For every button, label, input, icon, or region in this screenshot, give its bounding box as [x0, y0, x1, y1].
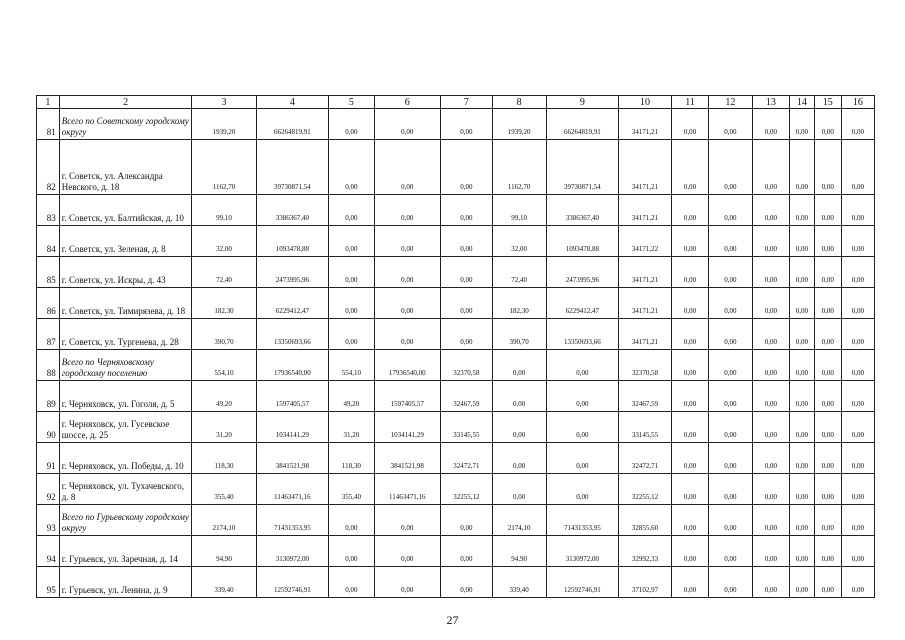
value-cell: 1939,20	[492, 109, 546, 140]
value-cell: 182,30	[492, 288, 546, 319]
table-body	[37, 109, 875, 598]
value-cell: 0,00	[671, 226, 708, 257]
value-cell: 0,00	[374, 257, 440, 288]
value-cell: 0,00	[789, 443, 814, 474]
value-cell: 0,00	[814, 381, 841, 412]
value-cell: 1597405,57	[256, 381, 329, 412]
value-cell: 0,00	[752, 412, 789, 443]
table-row	[37, 226, 875, 257]
value-cell: 0,00	[789, 288, 814, 319]
value-cell: 2473995,96	[256, 257, 329, 288]
value-cell: 1093478,88	[546, 226, 619, 257]
header-row	[37, 96, 875, 109]
value-cell: 0,00	[671, 319, 708, 350]
value-cell: 390,70	[492, 319, 546, 350]
value-cell: 0,00	[374, 505, 440, 536]
row-number: 83	[37, 195, 60, 226]
value-cell: 31,20	[329, 412, 375, 443]
value-cell: 0,00	[789, 536, 814, 567]
table-row	[37, 536, 875, 567]
value-cell: 34171,21	[619, 140, 672, 195]
address-cell: г. Советск, ул. Балтийская, д. 10	[59, 195, 192, 226]
value-cell: 0,00	[841, 443, 874, 474]
value-cell: 0,00	[789, 350, 814, 381]
row-number: 84	[37, 226, 60, 257]
table-row	[37, 474, 875, 505]
value-cell: 0,00	[709, 505, 753, 536]
value-cell: 0,00	[752, 288, 789, 319]
value-cell: 0,00	[814, 350, 841, 381]
value-cell: 34171,21	[619, 195, 672, 226]
value-cell: 6229412,47	[546, 288, 619, 319]
row-number: 88	[37, 350, 60, 381]
value-cell: 0,00	[789, 381, 814, 412]
column-header: 11	[671, 96, 708, 109]
address-cell: г. Черняховск, ул. Победы, д. 10	[59, 443, 192, 474]
value-cell: 0,00	[814, 226, 841, 257]
row-number: 82	[37, 140, 60, 195]
value-cell: 0,00	[329, 257, 375, 288]
value-cell: 0,00	[814, 474, 841, 505]
column-header: 7	[440, 96, 492, 109]
value-cell: 0,00	[492, 474, 546, 505]
value-cell: 99,10	[492, 195, 546, 226]
value-cell: 0,00	[709, 226, 753, 257]
value-cell: 0,00	[841, 536, 874, 567]
value-cell: 94,90	[192, 536, 256, 567]
value-cell: 0,00	[789, 474, 814, 505]
value-cell: 32467,59	[619, 381, 672, 412]
value-cell: 32992,33	[619, 536, 672, 567]
value-cell: 1162,70	[492, 140, 546, 195]
value-cell: 0,00	[329, 567, 375, 598]
value-cell: 0,00	[671, 288, 708, 319]
value-cell: 71431353,95	[256, 505, 329, 536]
address-cell: Всего по Советскому городскому округу	[59, 109, 192, 140]
value-cell: 0,00	[841, 226, 874, 257]
value-cell: 0,00	[546, 443, 619, 474]
value-cell: 1162,70	[192, 140, 256, 195]
value-cell: 0,00	[752, 195, 789, 226]
value-cell: 32,00	[192, 226, 256, 257]
value-cell: 0,00	[752, 443, 789, 474]
address-cell: г. Черняховск, ул. Гоголя, д. 5	[59, 381, 192, 412]
value-cell: 3130972,00	[546, 536, 619, 567]
value-cell: 0,00	[546, 412, 619, 443]
column-header: 15	[814, 96, 841, 109]
value-cell: 0,00	[492, 350, 546, 381]
value-cell: 0,00	[789, 412, 814, 443]
value-cell: 6229412,47	[256, 288, 329, 319]
value-cell: 33145,55	[619, 412, 672, 443]
value-cell: 0,00	[752, 474, 789, 505]
value-cell: 0,00	[709, 109, 753, 140]
value-cell: 0,00	[546, 381, 619, 412]
address-cell: г. Советск, ул. Александра Невского, д. 18	[59, 140, 192, 195]
value-cell: 0,00	[546, 474, 619, 505]
value-cell: 0,00	[752, 350, 789, 381]
value-cell: 0,00	[814, 412, 841, 443]
value-cell: 2473995,96	[546, 257, 619, 288]
value-cell: 1597405,57	[374, 381, 440, 412]
value-cell: 32370,58	[619, 350, 672, 381]
table-row	[37, 257, 875, 288]
value-cell: 0,00	[374, 319, 440, 350]
value-cell: 13350693,66	[546, 319, 619, 350]
value-cell: 0,00	[440, 288, 492, 319]
column-header: 9	[546, 96, 619, 109]
value-cell: 0,00	[709, 140, 753, 195]
value-cell: 0,00	[671, 350, 708, 381]
value-cell: 0,00	[709, 381, 753, 412]
row-number: 89	[37, 381, 60, 412]
value-cell: 0,00	[709, 350, 753, 381]
value-cell: 0,00	[789, 505, 814, 536]
value-cell: 49,20	[192, 381, 256, 412]
value-cell: 11463471,16	[256, 474, 329, 505]
value-cell: 182,30	[192, 288, 256, 319]
value-cell: 0,00	[709, 412, 753, 443]
value-cell: 37102,97	[619, 567, 672, 598]
value-cell: 0,00	[814, 505, 841, 536]
value-cell: 0,00	[789, 140, 814, 195]
table-row	[37, 567, 875, 598]
value-cell: 0,00	[752, 109, 789, 140]
row-number: 86	[37, 288, 60, 319]
value-cell: 3386367,40	[256, 195, 329, 226]
value-cell: 339,40	[492, 567, 546, 598]
value-cell: 554,10	[192, 350, 256, 381]
value-cell: 34171,22	[619, 226, 672, 257]
value-cell: 0,00	[814, 140, 841, 195]
address-cell: г. Черняховск, ул. Гусевское шоссе, д. 25	[59, 412, 192, 443]
value-cell: 32472,71	[619, 443, 672, 474]
value-cell: 0,00	[752, 319, 789, 350]
column-header: 5	[329, 96, 375, 109]
row-number: 93	[37, 505, 60, 536]
value-cell: 39730871,54	[546, 140, 619, 195]
value-cell: 39730871,54	[256, 140, 329, 195]
data-table	[36, 95, 875, 598]
column-header: 2	[59, 96, 192, 109]
address-cell: Всего по Черняховскому городскому поселению	[59, 350, 192, 381]
value-cell: 0,00	[841, 257, 874, 288]
value-cell: 339,40	[192, 567, 256, 598]
column-header: 16	[841, 96, 874, 109]
row-number: 91	[37, 443, 60, 474]
value-cell: 0,00	[789, 226, 814, 257]
value-cell: 0,00	[709, 288, 753, 319]
table-row-total	[37, 109, 875, 140]
value-cell: 34171,21	[619, 319, 672, 350]
value-cell: 3841521,98	[374, 443, 440, 474]
value-cell: 0,00	[709, 319, 753, 350]
value-cell: 0,00	[440, 257, 492, 288]
address-cell: г. Советск, ул. Зеленая, д. 8	[59, 226, 192, 257]
table-row	[37, 195, 875, 226]
value-cell: 0,00	[709, 443, 753, 474]
value-cell: 0,00	[374, 536, 440, 567]
table-row	[37, 319, 875, 350]
value-cell: 0,00	[841, 288, 874, 319]
value-cell: 0,00	[329, 140, 375, 195]
column-header: 10	[619, 96, 672, 109]
value-cell: 17936540,00	[374, 350, 440, 381]
value-cell: 66264819,91	[546, 109, 619, 140]
column-header: 8	[492, 96, 546, 109]
value-cell: 0,00	[440, 567, 492, 598]
value-cell: 0,00	[841, 381, 874, 412]
value-cell: 0,00	[814, 536, 841, 567]
value-cell: 0,00	[329, 226, 375, 257]
value-cell: 17936540,00	[256, 350, 329, 381]
value-cell: 12592746,91	[256, 567, 329, 598]
value-cell: 0,00	[841, 195, 874, 226]
value-cell: 118,30	[192, 443, 256, 474]
value-cell: 0,00	[374, 226, 440, 257]
value-cell: 0,00	[814, 567, 841, 598]
value-cell: 0,00	[841, 140, 874, 195]
value-cell: 0,00	[671, 140, 708, 195]
address-cell: г. Гурьевск, ул. Заречная, д. 14	[59, 536, 192, 567]
value-cell: 0,00	[671, 505, 708, 536]
value-cell: 99,10	[192, 195, 256, 226]
column-header: 3	[192, 96, 256, 109]
column-header: 12	[709, 96, 753, 109]
value-cell: 0,00	[440, 109, 492, 140]
value-cell: 0,00	[709, 257, 753, 288]
value-cell: 32255,12	[440, 474, 492, 505]
value-cell: 1939,20	[192, 109, 256, 140]
value-cell: 0,00	[671, 412, 708, 443]
value-cell: 0,00	[440, 319, 492, 350]
value-cell: 0,00	[841, 474, 874, 505]
value-cell: 0,00	[671, 381, 708, 412]
value-cell: 0,00	[814, 257, 841, 288]
value-cell: 355,40	[192, 474, 256, 505]
value-cell: 32370,58	[440, 350, 492, 381]
value-cell: 94,90	[492, 536, 546, 567]
value-cell: 31,20	[192, 412, 256, 443]
value-cell: 0,00	[329, 109, 375, 140]
column-header: 13	[752, 96, 789, 109]
table-row	[37, 443, 875, 474]
value-cell: 0,00	[492, 443, 546, 474]
value-cell: 118,30	[329, 443, 375, 474]
value-cell: 0,00	[709, 536, 753, 567]
value-cell: 0,00	[789, 257, 814, 288]
value-cell: 0,00	[671, 195, 708, 226]
page-number: 27	[446, 613, 459, 627]
value-cell: 0,00	[841, 505, 874, 536]
value-cell: 554,10	[329, 350, 375, 381]
value-cell: 0,00	[492, 381, 546, 412]
row-number: 92	[37, 474, 60, 505]
value-cell: 0,00	[440, 505, 492, 536]
value-cell: 34171,21	[619, 288, 672, 319]
row-number: 90	[37, 412, 60, 443]
value-cell: 2174,10	[192, 505, 256, 536]
value-cell: 390,70	[192, 319, 256, 350]
address-cell: г. Гурьевск, ул. Ленина, д. 9	[59, 567, 192, 598]
value-cell: 0,00	[440, 226, 492, 257]
value-cell: 0,00	[671, 474, 708, 505]
row-number: 85	[37, 257, 60, 288]
value-cell: 0,00	[374, 567, 440, 598]
table-row-total	[37, 505, 875, 536]
value-cell: 12592746,91	[546, 567, 619, 598]
address-cell: г. Советск, ул. Тургенева, д. 28	[59, 319, 192, 350]
value-cell: 32,00	[492, 226, 546, 257]
value-cell: 0,00	[814, 109, 841, 140]
value-cell: 0,00	[546, 350, 619, 381]
table-row	[37, 412, 875, 443]
value-cell: 11463471,16	[374, 474, 440, 505]
value-cell: 49,20	[329, 381, 375, 412]
value-cell: 0,00	[841, 567, 874, 598]
value-cell: 0,00	[814, 288, 841, 319]
value-cell: 0,00	[841, 412, 874, 443]
value-cell: 0,00	[752, 140, 789, 195]
value-cell: 33145,55	[440, 412, 492, 443]
row-number: 95	[37, 567, 60, 598]
value-cell: 0,00	[374, 140, 440, 195]
value-cell: 1093478,88	[256, 226, 329, 257]
value-cell: 0,00	[440, 536, 492, 567]
value-cell: 0,00	[814, 319, 841, 350]
value-cell: 0,00	[709, 474, 753, 505]
value-cell: 0,00	[329, 319, 375, 350]
row-number: 87	[37, 319, 60, 350]
value-cell: 32467,59	[440, 381, 492, 412]
value-cell: 0,00	[671, 567, 708, 598]
value-cell: 0,00	[841, 109, 874, 140]
value-cell: 32472,71	[440, 443, 492, 474]
value-cell: 34171,21	[619, 257, 672, 288]
value-cell: 0,00	[752, 567, 789, 598]
table-row	[37, 288, 875, 319]
value-cell: 355,40	[329, 474, 375, 505]
value-cell: 0,00	[709, 567, 753, 598]
value-cell: 13350693,66	[256, 319, 329, 350]
value-cell: 72,40	[492, 257, 546, 288]
column-header: 6	[374, 96, 440, 109]
table-row-total	[37, 350, 875, 381]
address-cell: г. Черняховск, ул. Тухачевского, д. 8	[59, 474, 192, 505]
value-cell: 0,00	[789, 109, 814, 140]
value-cell: 3130972,00	[256, 536, 329, 567]
value-cell: 72,40	[192, 257, 256, 288]
column-header: 14	[789, 96, 814, 109]
value-cell: 0,00	[752, 257, 789, 288]
value-cell: 0,00	[440, 140, 492, 195]
value-cell: 0,00	[374, 288, 440, 319]
value-cell: 1034141,29	[256, 412, 329, 443]
value-cell: 0,00	[671, 536, 708, 567]
value-cell: 0,00	[671, 443, 708, 474]
column-header: 4	[256, 96, 329, 109]
value-cell: 0,00	[752, 226, 789, 257]
table-row	[37, 140, 875, 195]
value-cell: 0,00	[814, 195, 841, 226]
value-cell: 2174,10	[492, 505, 546, 536]
value-cell: 0,00	[789, 319, 814, 350]
value-cell: 0,00	[329, 288, 375, 319]
value-cell: 0,00	[841, 350, 874, 381]
value-cell: 0,00	[440, 195, 492, 226]
value-cell: 0,00	[671, 109, 708, 140]
row-number: 94	[37, 536, 60, 567]
value-cell: 0,00	[841, 319, 874, 350]
value-cell: 32855,60	[619, 505, 672, 536]
value-cell: 0,00	[789, 195, 814, 226]
value-cell: 34171,21	[619, 109, 672, 140]
value-cell: 0,00	[492, 412, 546, 443]
value-cell: 0,00	[752, 381, 789, 412]
value-cell: 0,00	[374, 109, 440, 140]
column-header: 1	[37, 96, 60, 109]
value-cell: 0,00	[329, 536, 375, 567]
value-cell: 0,00	[789, 567, 814, 598]
value-cell: 3386367,40	[546, 195, 619, 226]
value-cell: 0,00	[671, 257, 708, 288]
address-cell: Всего по Гурьевскому городскому округу	[59, 505, 192, 536]
value-cell: 0,00	[329, 505, 375, 536]
value-cell: 0,00	[374, 195, 440, 226]
value-cell: 0,00	[814, 443, 841, 474]
value-cell: 71431353,95	[546, 505, 619, 536]
value-cell: 32255,12	[619, 474, 672, 505]
value-cell: 1034141,29	[374, 412, 440, 443]
value-cell: 0,00	[329, 195, 375, 226]
value-cell: 0,00	[752, 505, 789, 536]
value-cell: 0,00	[709, 195, 753, 226]
address-cell: г. Советск, ул. Тимирязева, д. 18	[59, 288, 192, 319]
value-cell: 0,00	[752, 536, 789, 567]
table-row	[37, 381, 875, 412]
value-cell: 66264819,91	[256, 109, 329, 140]
value-cell: 3841521,98	[256, 443, 329, 474]
address-cell: г. Советск, ул. Искры, д. 43	[59, 257, 192, 288]
row-number: 81	[37, 109, 60, 140]
